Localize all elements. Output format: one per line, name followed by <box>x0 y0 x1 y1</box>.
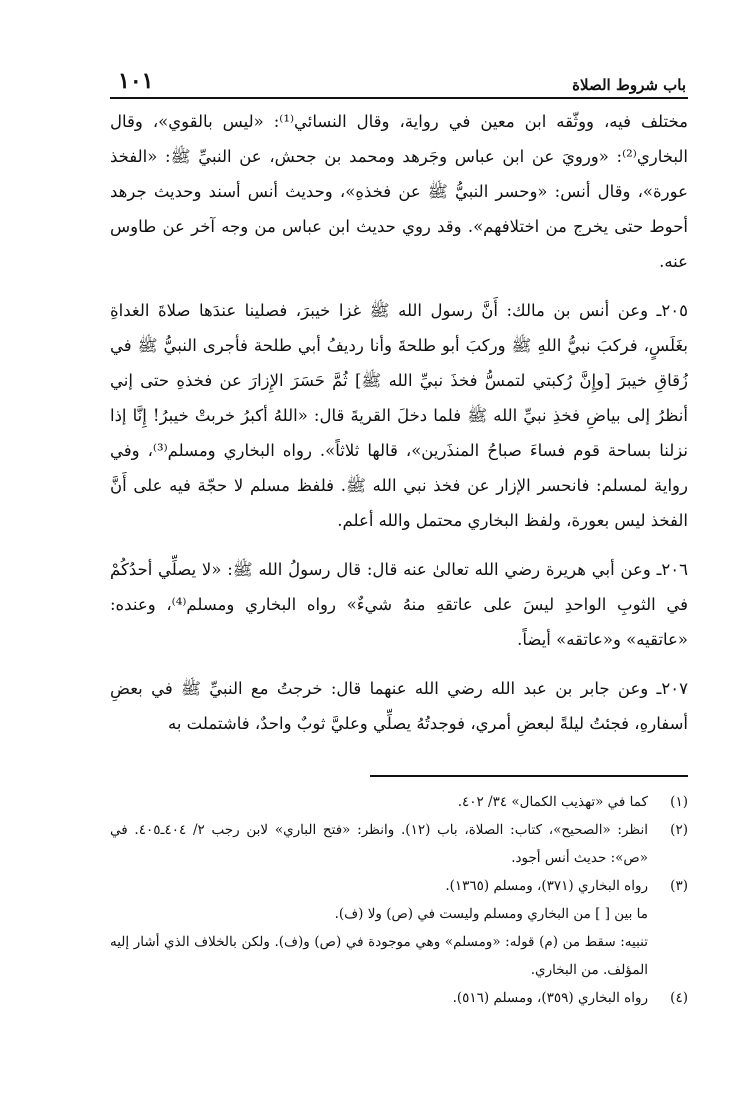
footnote-mark: (٢) <box>670 822 688 838</box>
footnote-line: رواه البخاري (٣٧١)، ومسلم (١٣٦٥). <box>445 878 648 894</box>
footnote <box>110 984 688 1012</box>
footnotes <box>110 788 688 1012</box>
footnote-line: انظر: «الصحيح»، كتاب: الصلاة، باب (١٢). وانظر: «فتح الباري» لابن رجب ٢/ ٤٠٤ـ٤٠٥. في «ص»: حديث أنس أجود. <box>110 822 649 866</box>
footnote-divider <box>370 775 688 777</box>
footnote-line: رواه البخاري (٣٥٩)، ومسلم (٥١٦). <box>452 990 648 1006</box>
hadith-207: ٢٠٧ـ وعن جابر بن عبد الله رضي الله عنهما قال: خرجتُ مع النبيِّ ﷺ في بعضِ أسفارهِ، فجئتُ ليلةً لبعضِ أمري، فوجدتُهُ يصلِّي وعليَّ ثوبٌ واحدٌ، فاشتملت به <box>110 679 688 733</box>
footnote-line: كما في «تهذيب الكمال» ٣٤/ ٤٠٢. <box>457 794 648 810</box>
footnote <box>110 816 688 872</box>
page-header <box>110 60 688 94</box>
footnote-mark: (٤) <box>670 990 688 1006</box>
footnote-line: ما بين [ ] من البخاري ومسلم وليست في (ص) ولا (ف). <box>334 906 648 922</box>
hadith-206: ٢٠٦ـ وعن أبي هريرة رضي الله تعالىٰ عنه قال: قال رسولُ الله ﷺ: «لا يصلِّي أحدُكُمْ في الثوبِ الواحدِ ليسَ على عاتقهِ منهُ شيءٌ» رواه البخاري ومسلم⁽⁴⁾، وعنده: «عاتقيه» و«عاتقه» أيضاً. <box>110 560 689 649</box>
main-text <box>110 104 688 753</box>
page-number: ١٠١ <box>118 68 154 94</box>
footnote-mark: (٣) <box>670 878 688 894</box>
footnote <box>110 788 688 816</box>
footnote-mark: (١) <box>670 794 688 810</box>
paragraph-continuation: مختلف فيه، ووثّقه ابن معين في رواية، وقال النسائي⁽¹⁾: «ليس بالقوي»، وقال البخاري⁽²⁾: «ورويَ عن ابن عباس وجَرهد ومحمد بن جحش، عن النبيِّ ﷺ: «الفخذ عورة»، وقال أنس: «وحسر النبيُّ ﷺ عن فخذهِ»، وحديث أنس أسند وحديث جرهد أحوط حتى يخرج من اختلافهم». وقد روي حديث ابن عباس من وجه آخر عن طاوس عنه. <box>110 112 688 271</box>
header-divider <box>110 97 688 99</box>
hadith-205: ٢٠٥ـ وعن أنس بن مالك: أَنَّ رسول الله ﷺ غزا خيبرَ، فصلينا عندَها صلاةَ الغداةِ بغَلَسٍ، فركبَ نبيُّ اللهِ ﷺ وركبَ أبو طلحةَ وأنا رديفُ أبي طلحة فأجرى النبيُّ ﷺ في زُقاقِ خيبرَ [وإِنَّ رُكبتي لتمسُّ فخذَ نبيِّ الله ﷺ] ثُمَّ حَسَرَ الإِزارَ عن فخذهِ حتى إني أنظرُ إلى بياضِ فخذِ نبيِّ الله ﷺ فلما دخلَ القريةَ قال: «اللهُ أكبرُ خربتْ خيبرُ! إِنَّا إذا نزلنا بساحة قوم فساءَ صباحُ المنذَرين»، قالها ثلاثاً». رواه البخاري ومسلم⁽³⁾، وفي رواية لمسلم: فانحسر الإزار عن فخذ نبي الله ﷺ. فلفظ مسلم لا حجّة فيه على أَنَّ الفخذ ليس بعورة، ولفظ البخاري محتمل والله أعلم. <box>110 301 688 530</box>
chapter-title: باب شروط الصلاة <box>572 76 686 94</box>
footnote <box>110 872 688 984</box>
footnote-line: تنبيه: سقط من (م) قوله: «ومسلم» وهي موجودة في (ص) و(ف). ولكن بالخلاف الذي أشار إليه المؤلف. من البخاري. <box>110 934 648 978</box>
